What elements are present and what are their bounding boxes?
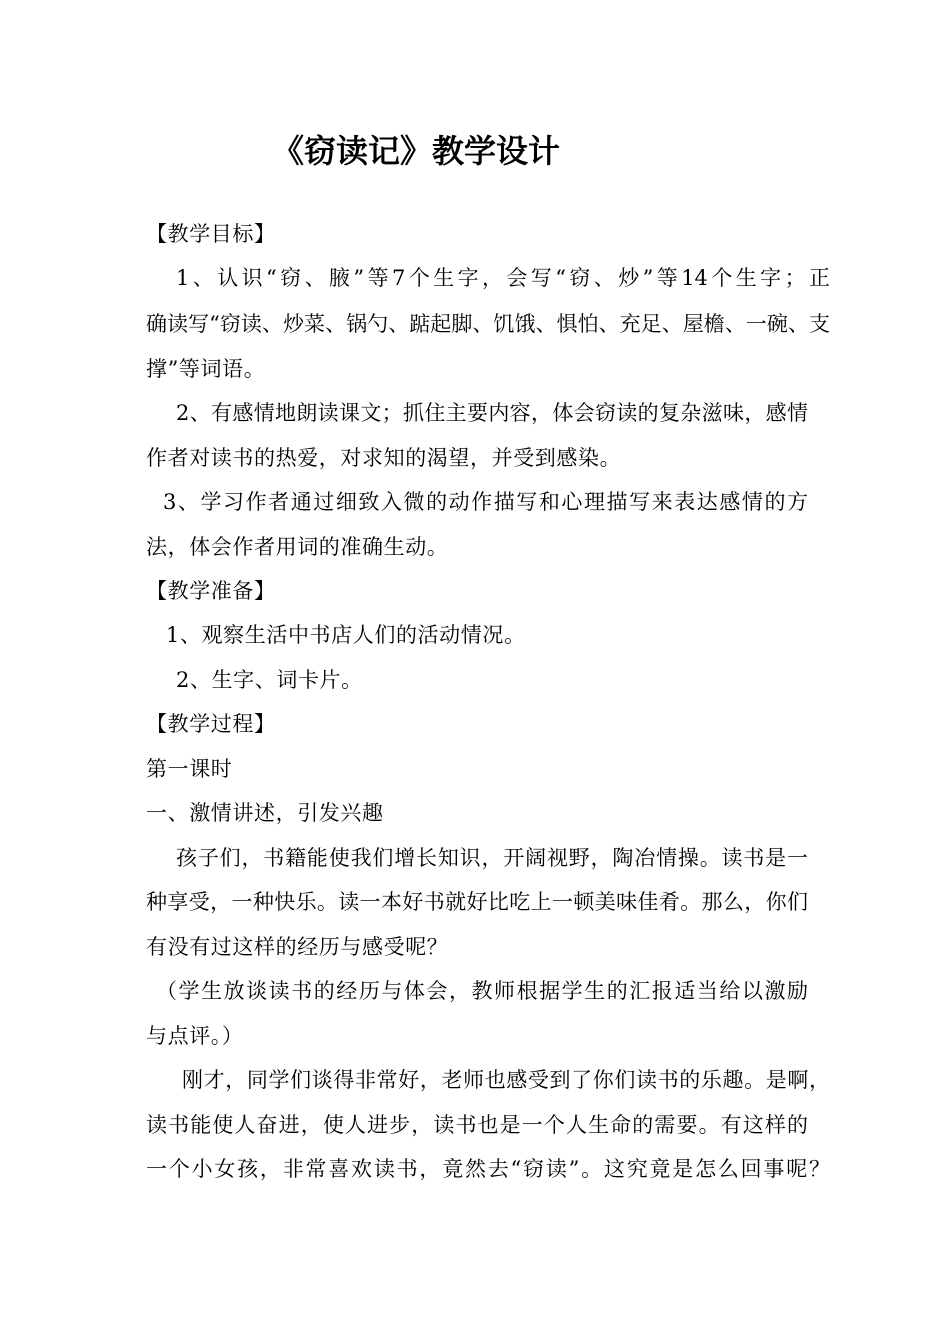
paragraph-line: 读书能使人奋进，使人进步，读书也是一个人生命的需要。有这样的 xyxy=(146,1113,808,1137)
list-item: 1、观察生活中书店人们的活动情况。 xyxy=(166,623,526,647)
paragraph-line: 有没有过这样的经历与感受呢？ xyxy=(146,935,449,959)
paragraph-line: 种享受，一种快乐。读一本好书就好比吃上一顿美味佳肴。那么，你们 xyxy=(146,890,808,914)
paragraph-line: 与点评。） xyxy=(146,1024,244,1048)
paragraph-line: 刚才，同学们谈得非常好，老师也感受到了你们读书的乐趣。是啊， xyxy=(182,1068,830,1092)
paragraph-line: 确读写“窃读、炒菜、锅勺、踮起脚、饥饿、惧怕、充足、屋檐、一碗、支 xyxy=(146,312,830,336)
section-heading-objectives: 【教学目标】 xyxy=(146,222,276,246)
paragraph-line: 法，体会作者用词的准确生动。 xyxy=(146,535,449,559)
paragraph-line: 3、学习作者通过细致入微的动作描写和心理描写来表达感情的方 xyxy=(163,490,808,514)
paragraph-line: 作者对读书的热爱，对求知的渴望，并受到感染。 xyxy=(146,446,622,470)
list-item: 2、生字、词卡片。 xyxy=(176,668,363,692)
paragraph-line: 孩子们，书籍能使我们增长知识，开阔视野，陶冶情操。读书是一 xyxy=(176,846,808,870)
section-heading-process: 【教学过程】 xyxy=(146,712,276,736)
section-heading-preparation: 【教学准备】 xyxy=(146,579,276,603)
subsection-heading: 一、激情讲述，引发兴趣 xyxy=(146,801,384,825)
paragraph-line: 一个小女孩，非常喜欢读书，竟然去“窃读”。这究竟是怎么回事呢？ xyxy=(146,1157,830,1181)
paragraph-line: 1、认识“窃、腋”等7个生字，会写“窃、炒”等14个生字；正 xyxy=(176,266,830,290)
paragraph-line: （学生放谈读书的经历与体会，教师根据学生的汇报适当给以激励 xyxy=(156,979,808,1003)
document-title: 《窃读记》教学设计 xyxy=(272,132,561,170)
paragraph-line: 撑”等词语。 xyxy=(146,357,266,381)
lesson-label: 第一课时 xyxy=(146,757,233,781)
paragraph-line: 2、有感情地朗读课文；抓住主要内容，体会窃读的复杂滋味，感情 xyxy=(176,401,808,425)
